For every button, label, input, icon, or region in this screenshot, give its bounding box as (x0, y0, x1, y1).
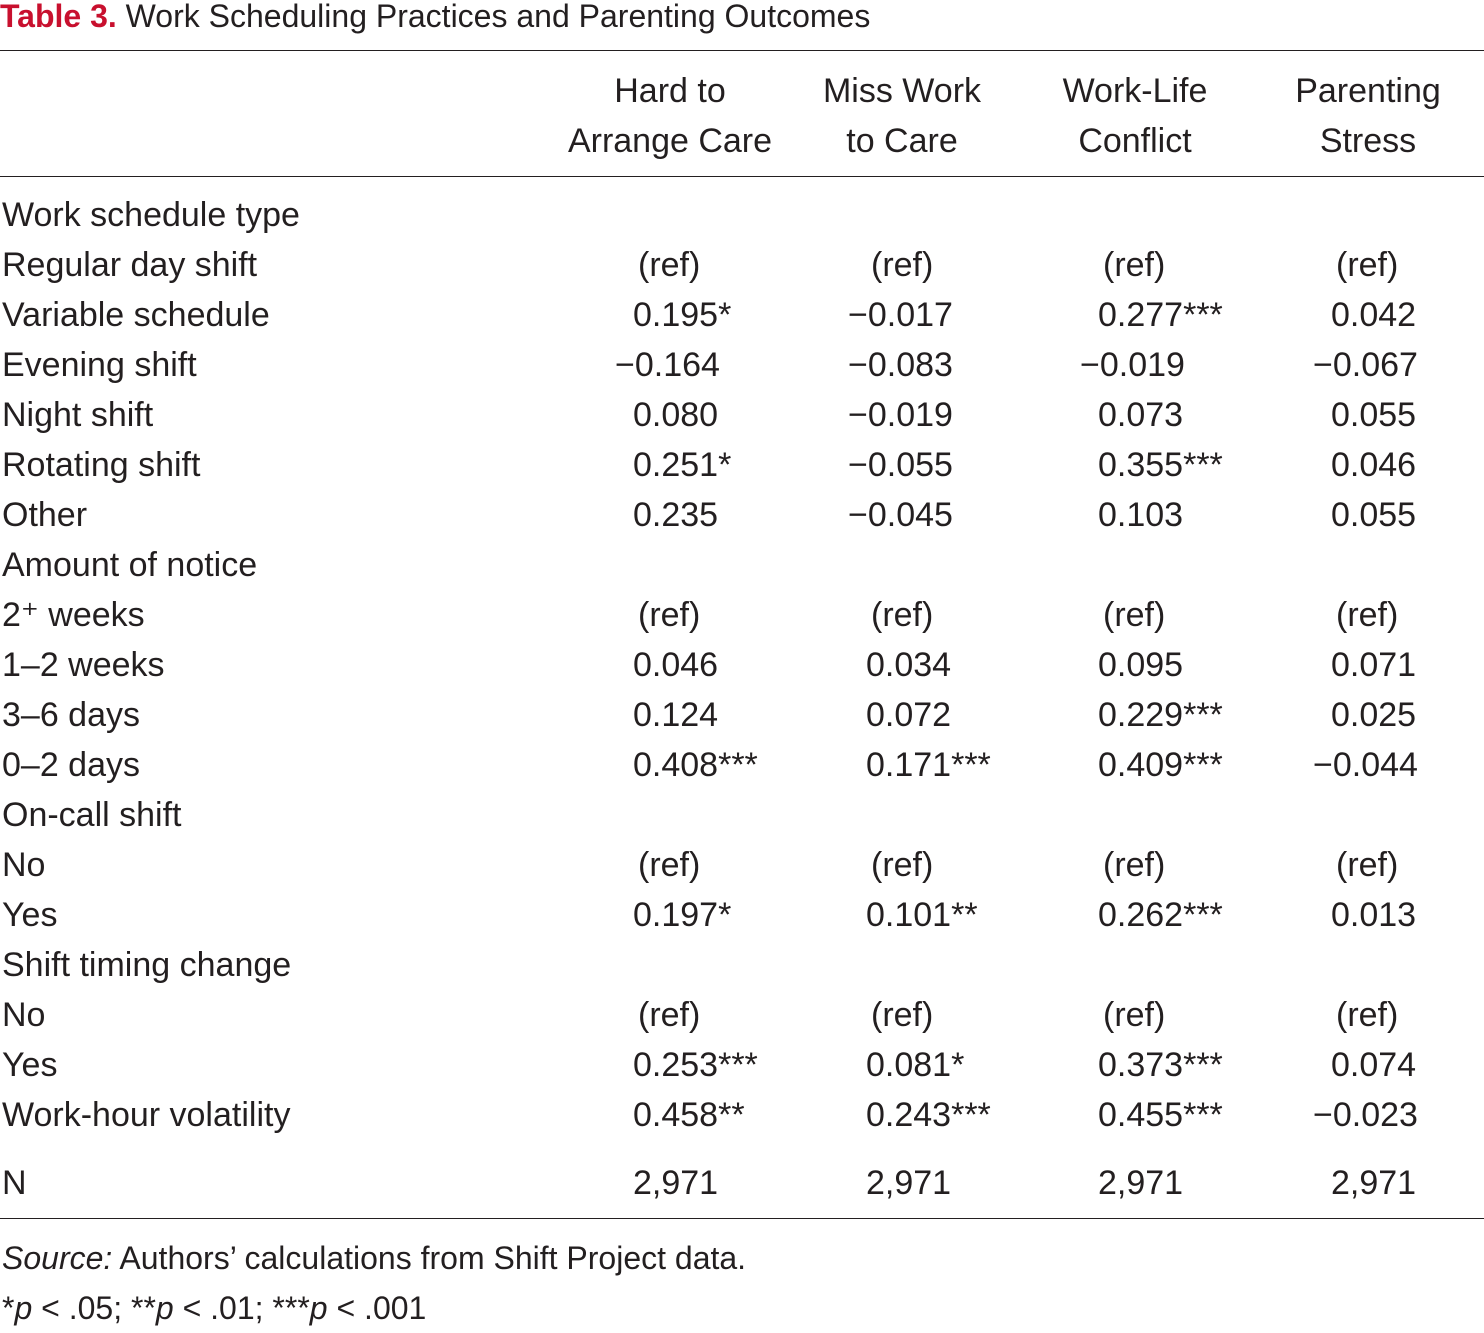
table-row (0, 940, 1484, 990)
cell-hard-to-arrange-care: 0.124 (633, 696, 719, 734)
row-label: No (2, 996, 46, 1034)
cell-hard-to-arrange-care: 0.195* (633, 296, 732, 334)
cell-work-life-conflict: 0.455*** (1098, 1096, 1223, 1134)
cell-parenting-stress: 0.013 (1331, 896, 1417, 934)
cell-parenting-stress: 0.071 (1331, 646, 1417, 684)
cell-parenting-stress: (ref) (1336, 996, 1399, 1034)
cell-parenting-stress: (ref) (1336, 846, 1399, 884)
table-row (0, 390, 1484, 440)
cell-work-life-conflict: 0.277*** (1098, 296, 1223, 334)
cell-work-life-conflict: (ref) (1103, 596, 1166, 634)
cell-hard-to-arrange-care: 0.080 (633, 396, 719, 434)
cell-miss-work-to-care: −0.083 (848, 346, 953, 384)
cell-miss-work-to-care: −0.019 (848, 396, 953, 434)
table-row (0, 690, 1484, 740)
cell-hard-to-arrange-care: (ref) (638, 596, 701, 634)
cell-miss-work-to-care: (ref) (871, 996, 934, 1034)
cell-work-life-conflict: 0.409*** (1098, 746, 1223, 784)
cell-parenting-stress: 0.042 (1331, 296, 1417, 334)
cell-parenting-stress: 0.055 (1331, 396, 1417, 434)
cell-miss-work-to-care: −0.045 (848, 496, 953, 534)
row-label: Regular day shift (2, 246, 258, 284)
row-label: Other (2, 496, 88, 534)
cell-parenting-stress: (ref) (1336, 246, 1399, 284)
header-rule (0, 176, 1484, 177)
n-value-miss-work-to-care: 2,971 (866, 1164, 952, 1202)
cell-hard-to-arrange-care: 0.253*** (633, 1046, 758, 1084)
row-label: Work-hour volatility (2, 1096, 291, 1134)
row-label: Amount of notice (2, 546, 258, 584)
row-label: Yes (2, 1046, 58, 1084)
table-row (0, 790, 1484, 840)
table-row (0, 840, 1484, 890)
table-row (0, 590, 1484, 640)
cell-hard-to-arrange-care: (ref) (638, 846, 701, 884)
cell-hard-to-arrange-care: −0.164 (615, 346, 720, 384)
row-label: Shift timing change (2, 946, 292, 984)
cell-parenting-stress: 0.055 (1331, 496, 1417, 534)
cell-hard-to-arrange-care: 0.458** (633, 1096, 745, 1134)
source-text: Authors’ calculations from Shift Project data. (119, 1240, 747, 1276)
row-label: On-call shift (2, 796, 182, 834)
cell-hard-to-arrange-care: (ref) (638, 996, 701, 1034)
column-header-parenting-stress: Parenting Stress (1295, 72, 1441, 160)
table-row (0, 540, 1484, 590)
row-label: Yes (2, 896, 58, 934)
n-row-label: N (2, 1164, 27, 1202)
cell-parenting-stress: 0.046 (1331, 446, 1417, 484)
table-row (0, 190, 1484, 240)
table-row (0, 740, 1484, 790)
cell-work-life-conflict: 0.355*** (1098, 446, 1223, 484)
n-value-work-life-conflict: 2,971 (1098, 1164, 1184, 1202)
table-row (0, 1040, 1484, 1090)
row-label: Work schedule type (2, 196, 300, 234)
cell-hard-to-arrange-care: 0.046 (633, 646, 719, 684)
cell-miss-work-to-care: −0.017 (848, 296, 953, 334)
row-label: 2⁺ weeks (2, 596, 145, 634)
n-value-hard-to-arrange-care: 2,971 (633, 1164, 719, 1202)
cell-miss-work-to-care: 0.101** (866, 896, 978, 934)
table-row (0, 640, 1484, 690)
row-label: 3–6 days (2, 696, 140, 734)
source-label: Source: (2, 1240, 113, 1276)
cell-miss-work-to-care: 0.081* (866, 1046, 965, 1084)
significance-note: *p < .05; **p < .01; ***p < .001 (2, 1290, 427, 1326)
table-title: Work Scheduling Practices and Parenting Outcomes (125, 0, 871, 34)
row-label: 1–2 weeks (2, 646, 165, 684)
table-row (0, 890, 1484, 940)
cell-hard-to-arrange-care: 0.408*** (633, 746, 758, 784)
cell-hard-to-arrange-care: 0.197* (633, 896, 732, 934)
table-row (0, 240, 1484, 290)
cell-parenting-stress: −0.044 (1313, 746, 1418, 784)
table-row (0, 1090, 1484, 1140)
cell-work-life-conflict: (ref) (1103, 846, 1166, 884)
n-value-parenting-stress: 2,971 (1331, 1164, 1417, 1202)
table-caption (0, 0, 870, 38)
table-row (0, 990, 1484, 1040)
cell-parenting-stress: (ref) (1336, 596, 1399, 634)
cell-work-life-conflict: (ref) (1103, 246, 1166, 284)
row-label: Rotating shift (2, 446, 201, 484)
row-label: 0–2 days (2, 746, 140, 784)
row-label: Variable schedule (2, 296, 270, 334)
cell-miss-work-to-care: 0.243*** (866, 1096, 991, 1134)
cell-work-life-conflict: 0.229*** (1098, 696, 1223, 734)
cell-miss-work-to-care: (ref) (871, 846, 934, 884)
row-label: No (2, 846, 46, 884)
cell-miss-work-to-care: (ref) (871, 246, 934, 284)
row-label: Evening shift (2, 346, 197, 384)
cell-work-life-conflict: 0.103 (1098, 496, 1184, 534)
cell-parenting-stress: −0.067 (1313, 346, 1418, 384)
cell-work-life-conflict: 0.073 (1098, 396, 1184, 434)
table-row (0, 440, 1484, 490)
n-row (0, 1158, 1484, 1208)
cell-hard-to-arrange-care: (ref) (638, 246, 701, 284)
cell-hard-to-arrange-care: 0.251* (633, 446, 732, 484)
row-label: Night shift (2, 396, 154, 434)
cell-miss-work-to-care: 0.171*** (866, 746, 991, 784)
cell-parenting-stress: 0.074 (1331, 1046, 1417, 1084)
cell-work-life-conflict: −0.019 (1080, 346, 1185, 384)
table-row (0, 490, 1484, 540)
top-rule (0, 50, 1484, 51)
cell-parenting-stress: −0.023 (1313, 1096, 1418, 1134)
cell-parenting-stress: 0.025 (1331, 696, 1417, 734)
cell-hard-to-arrange-care: 0.235 (633, 496, 719, 534)
source-note (2, 1233, 746, 1283)
column-header-hard-to-arrange-care: Hard to Arrange Care (567, 72, 773, 160)
cell-miss-work-to-care: −0.055 (848, 446, 953, 484)
table-number: Table 3. (0, 0, 117, 34)
cell-work-life-conflict: 0.262*** (1098, 896, 1223, 934)
cell-work-life-conflict: 0.373*** (1098, 1046, 1223, 1084)
table-row (0, 290, 1484, 340)
cell-miss-work-to-care: 0.072 (866, 696, 952, 734)
cell-miss-work-to-care: (ref) (871, 596, 934, 634)
column-header-miss-work-to-care: Miss Work to Care (822, 72, 982, 160)
cell-work-life-conflict: 0.095 (1098, 646, 1184, 684)
bottom-rule (0, 1218, 1484, 1219)
cell-miss-work-to-care: 0.034 (866, 646, 952, 684)
column-header-work-life-conflict: Work-Life Conflict (1062, 72, 1208, 160)
cell-work-life-conflict: (ref) (1103, 996, 1166, 1034)
table-row (0, 340, 1484, 390)
